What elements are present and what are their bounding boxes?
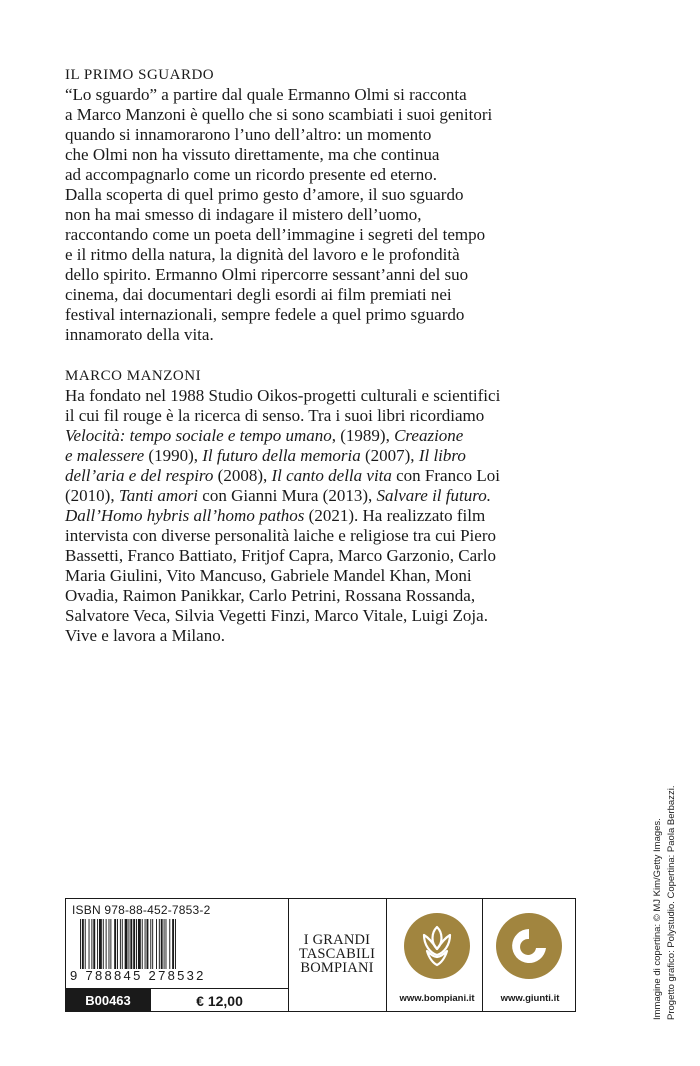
collection-line: I GRANDI bbox=[303, 932, 371, 948]
giunti-url[interactable]: www.giunti.it bbox=[500, 993, 560, 1004]
book-title: Salvare il futuro. bbox=[376, 486, 491, 505]
bio-line bbox=[65, 466, 585, 486]
bio-text: (2007), bbox=[360, 446, 419, 465]
price: € 12,00 bbox=[196, 992, 243, 1009]
bio-line bbox=[65, 506, 585, 526]
bompiani-logo-icon bbox=[404, 913, 470, 979]
bio-line: il cui fil rouge è la ricerca di senso. Tra i suoi libri ricordiamo bbox=[65, 406, 485, 425]
book-title: e malessere bbox=[65, 446, 145, 465]
bio-line: Ovadia, Raimon Panikkar, Carlo Petrini, Rossana Rossanda, bbox=[65, 586, 476, 605]
bio-text: (2008), bbox=[213, 466, 272, 485]
isbn-label: ISBN 978-88-452-7853-2 bbox=[72, 903, 211, 917]
author-title: MARCO MANZONI bbox=[65, 368, 202, 384]
barcode-icon bbox=[80, 919, 218, 969]
book-title: Velocità: tempo sociale e tempo umano bbox=[65, 426, 332, 445]
bio-line: Vive e lavora a Milano. bbox=[65, 626, 225, 645]
book-title: dell’aria e del respiro bbox=[65, 466, 214, 485]
bio-line: intervista con diverse personalità laiche e religiose tra cui Piero bbox=[65, 526, 496, 545]
bio-text: (1990), bbox=[144, 446, 203, 465]
bio-line: Ha fondato nel 1988 Studio Oikos-progetti culturali e scientifici bbox=[65, 386, 501, 405]
bio-line: Maria Giulini, Vito Mancuso, Gabriele Mandel Khan, Moni bbox=[65, 566, 472, 585]
bio-text: , (1989), bbox=[331, 426, 395, 445]
synopsis-line: dello spirito. Ermanno Olmi ripercorre sessant’anni del suo bbox=[65, 265, 469, 284]
synopsis-line: Dalla scoperta di quel primo gesto d’amore, il suo sguardo bbox=[65, 185, 464, 204]
bio-line: Salvatore Veca, Silvia Vegetti Finzi, Marco Vitale, Luigi Zoja. bbox=[65, 606, 488, 625]
bio-line bbox=[65, 486, 585, 506]
synopsis-line: a Marco Manzoni è quello che si sono scambiati i suoi genitori bbox=[65, 105, 493, 124]
author-section bbox=[65, 366, 585, 646]
cover-image-credit: Immagine di copertina: © MJ Kim/Getty Images. bbox=[652, 818, 663, 1020]
synopsis-line: “Lo sguardo” a partire dal quale Ermanno Olmi si racconta bbox=[65, 85, 467, 104]
book-title: Creazione bbox=[394, 426, 464, 445]
bio-text: (2021). Ha realizzato film bbox=[304, 506, 486, 525]
collection-line: BOMPIANI bbox=[300, 960, 374, 976]
synopsis-line: non ha mai smesso di indagare il mistero dell’uomo, bbox=[65, 205, 422, 224]
synopsis-title: IL PRIMO SGUARDO bbox=[65, 67, 215, 83]
synopsis-section bbox=[65, 65, 585, 345]
synopsis-text bbox=[65, 85, 585, 345]
bio-text: con Franco Loi bbox=[391, 466, 500, 485]
synopsis-line: e il ritmo della natura, la dignità del lavoro e le profondità bbox=[65, 245, 460, 264]
synopsis-line: cinema, dai documentari degli esordi ai film premiati nei bbox=[65, 285, 452, 304]
back-cover-panel bbox=[65, 898, 576, 1012]
synopsis-line: che Olmi non ha vissuto direttamente, ma che continua bbox=[65, 145, 440, 164]
bio-text: (2010), bbox=[65, 486, 119, 505]
bompiani-url[interactable]: www.bompiani.it bbox=[399, 993, 475, 1004]
bio-line bbox=[65, 446, 585, 466]
bio-line bbox=[65, 426, 585, 446]
bio-line: Bassetti, Franco Battiato, Fritjof Capra, Marco Garzonio, Carlo bbox=[65, 546, 497, 565]
synopsis-line: ad accompagnarlo come un ricordo presente ed eterno. bbox=[65, 165, 437, 184]
synopsis-line: raccontando come un poeta dell’immagine i segreti del tempo bbox=[65, 225, 486, 244]
barcode-digits: 9 788845 278532 bbox=[70, 968, 206, 983]
giunti-logo-icon bbox=[496, 913, 562, 979]
book-title: Il futuro della memoria bbox=[202, 446, 361, 465]
bio-text: con Gianni Mura (2013), bbox=[198, 486, 377, 505]
collection-name bbox=[290, 933, 384, 975]
book-title: Dall’Homo hybris all’homo pathos bbox=[65, 506, 305, 525]
book-title: Il libro bbox=[418, 446, 466, 465]
book-title: Il canto della vita bbox=[271, 466, 392, 485]
synopsis-line: festival internazionali, sempre fedele a quel primo sguardo bbox=[65, 305, 465, 324]
author-bio bbox=[65, 386, 585, 646]
graphic-design-credit: Progetto grafico: Polystudio. Copertina: Paola Berbazzi. bbox=[666, 785, 677, 1020]
divider bbox=[288, 899, 289, 1011]
product-code: B00463 bbox=[66, 989, 150, 1012]
collection-line: TASCABILI bbox=[298, 946, 376, 962]
book-title: Tanti amori bbox=[118, 486, 199, 505]
synopsis-line: quando si innamorarono l’uno dell’altro: un momento bbox=[65, 125, 432, 144]
image-credits bbox=[640, 785, 688, 1020]
synopsis-line: innamorato della vita. bbox=[65, 325, 214, 344]
